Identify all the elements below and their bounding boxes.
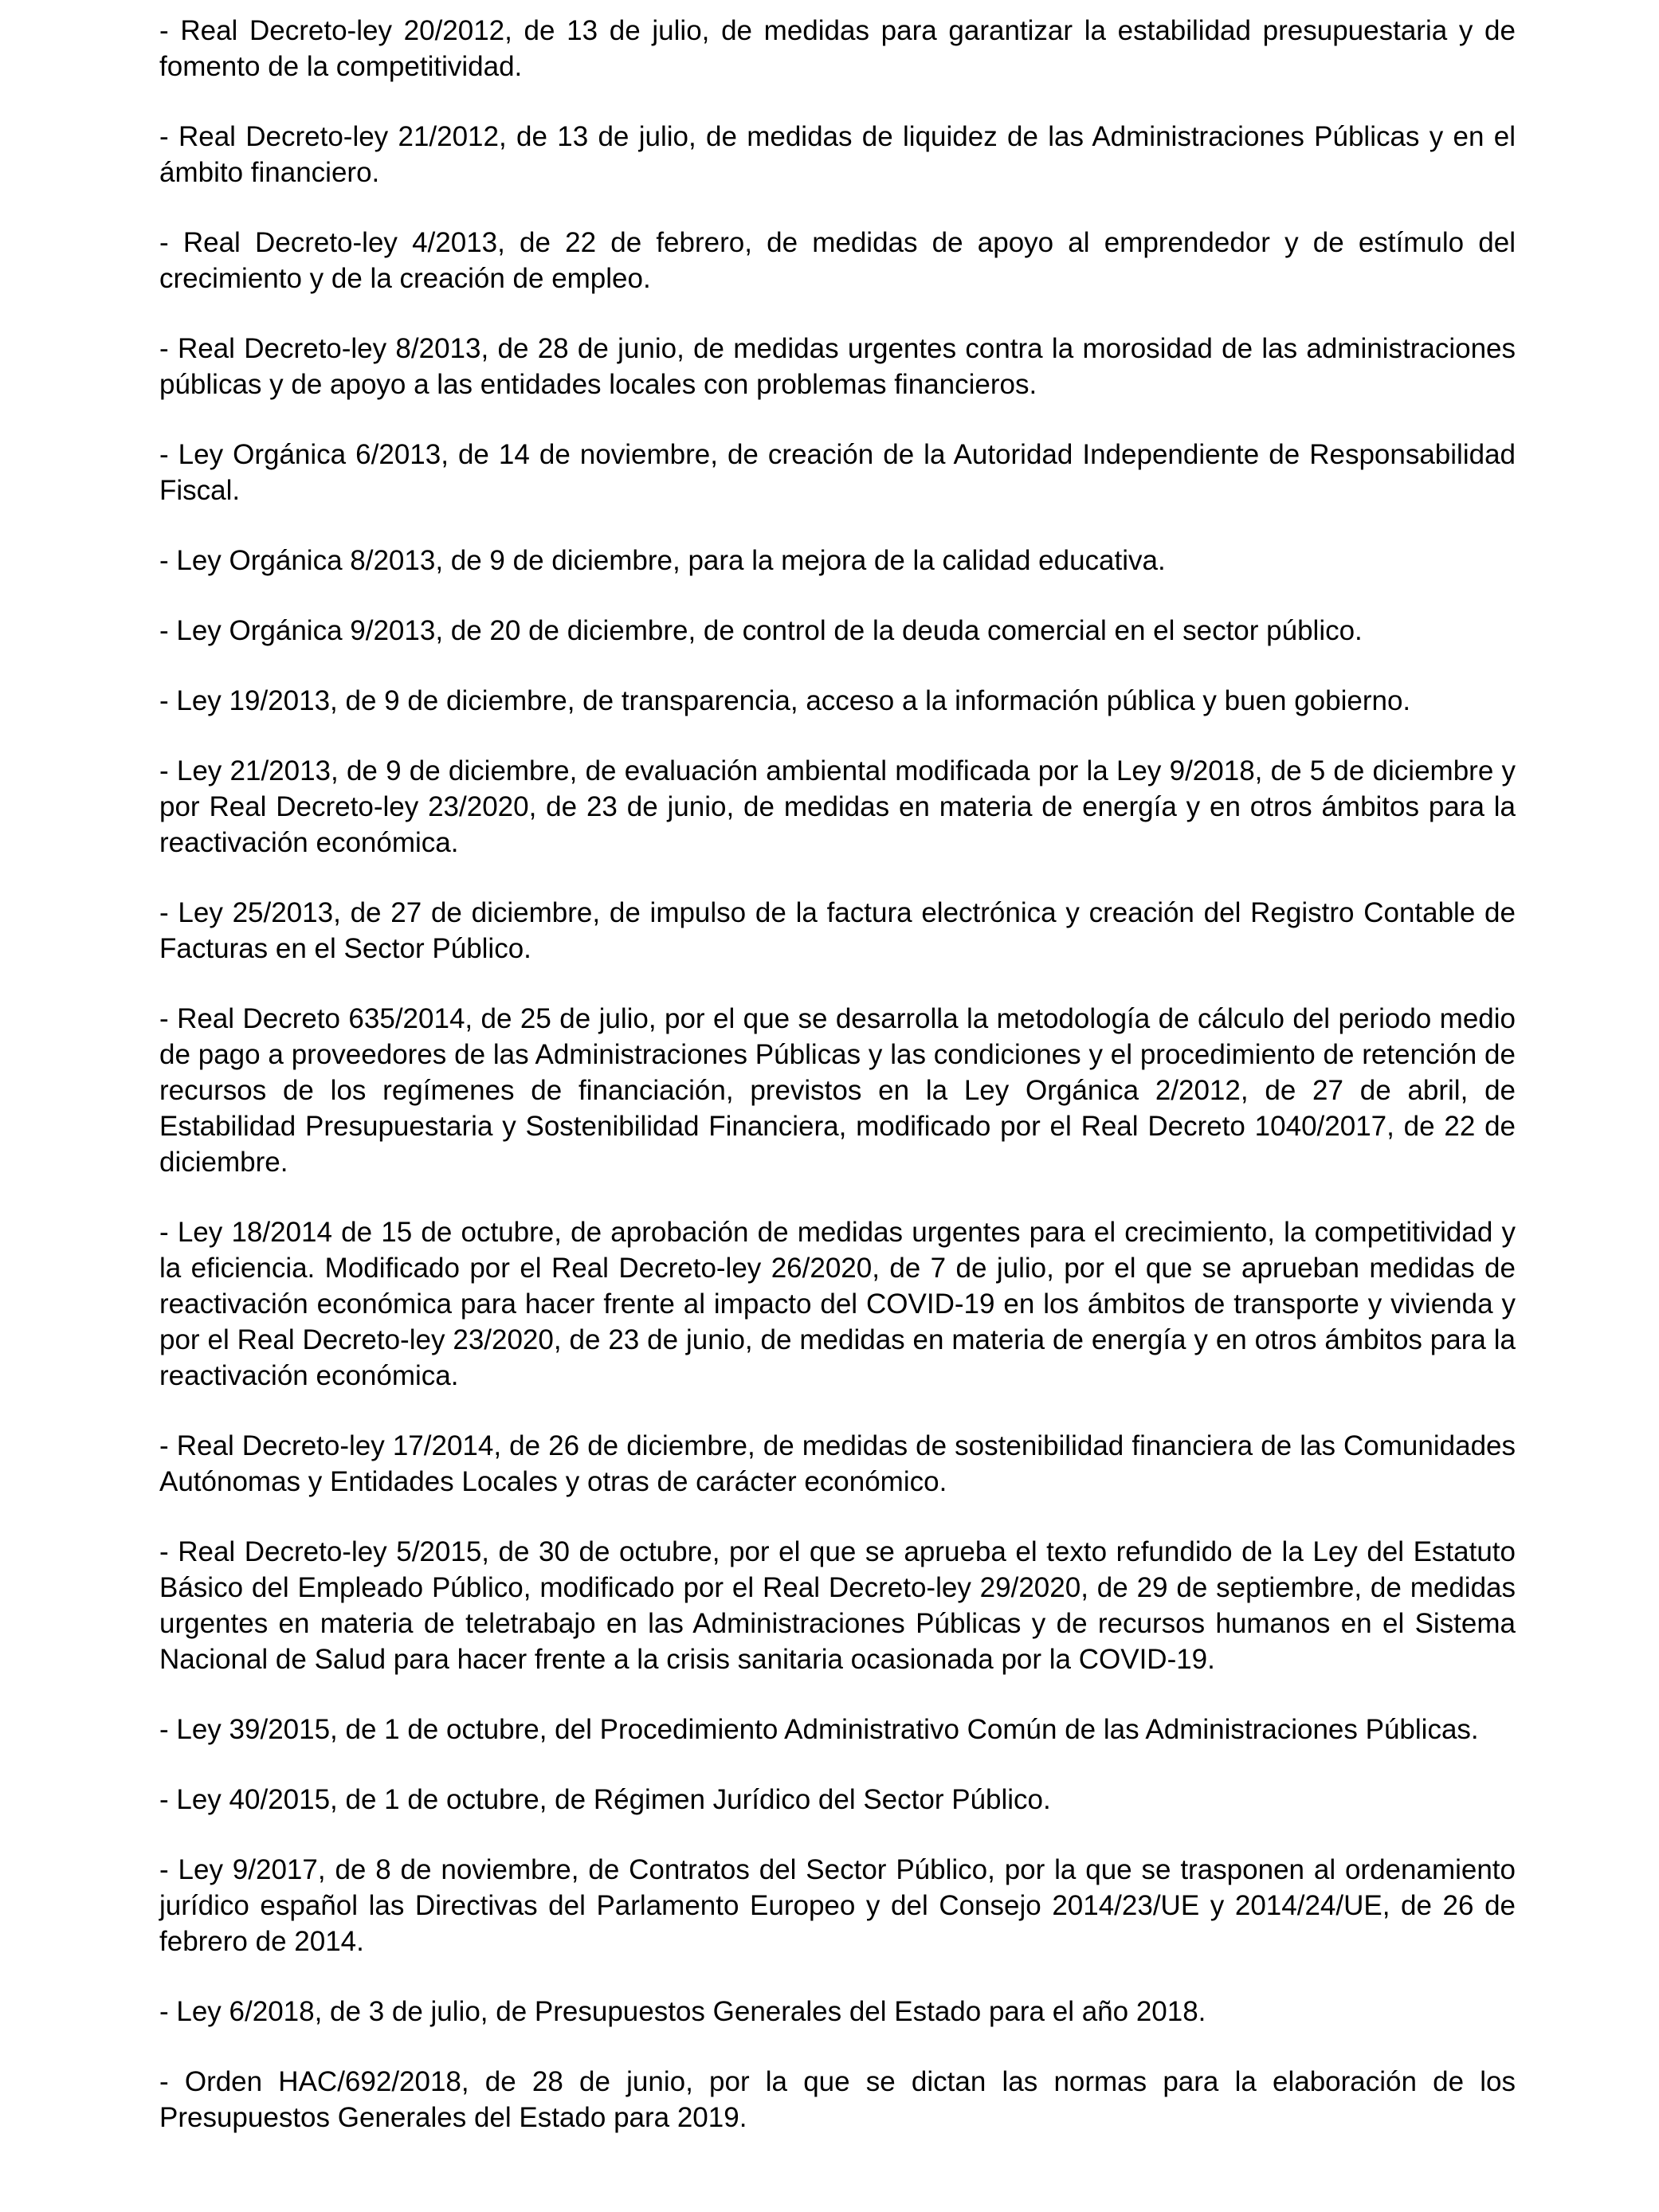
legal-reference-entry: - Real Decreto-ley 8/2013, de 28 de junio, de medidas urgentes contra la morosidad de las administraciones públicas y de apoyo a las entidades locales con problemas financieros. [159,333,1516,400]
legal-reference-entry: - Ley Orgánica 6/2013, de 14 de noviembre, de creación de la Autoridad Independiente de Responsabilidad Fiscal. [159,439,1516,506]
legal-reference-entry: - Real Decreto-ley 4/2013, de 22 de febrero, de medidas de apoyo al emprendedor y de estímulo del crecimiento y de la creación de empleo. [159,227,1516,294]
legal-reference-entry: - Real Decreto-ley 5/2015, de 30 de octubre, por el que se aprueba el texto refundido de la Ley del Estatuto Básico del Empleado Público, modificado por el Real Decreto-ley 29/2020, de 29 de septiembre, de medidas urgentes en materia de teletrabajo en las Administraciones Públicas y de recursos humanos en el Sistema Nacional de Salud para hacer frente a la crisis sanitaria ocasionada por la COVID-19. [159,1536,1516,1675]
legal-reference-entry: - Real Decreto-ley 21/2012, de 13 de julio, de medidas de liquidez de las Administraciones Públicas y en el ámbito financiero. [159,121,1516,188]
legal-reference-entry: - Real Decreto-ley 20/2012, de 13 de julio, de medidas para garantizar la estabilidad presupuestaria y de fomento de la competitividad. [159,15,1516,82]
legal-reference-entry: - Ley 19/2013, de 9 de diciembre, de transparencia, acceso a la información pública y buen gobierno. [159,685,1411,716]
legal-reference-entry: - Orden HAC/692/2018, de 28 de junio, por la que se dictan las normas para la elaboración de los Presupuestos Generales del Estado para 2019. [159,2066,1516,2133]
legal-reference-entry: - Ley 40/2015, de 1 de octubre, de Régimen Jurídico del Sector Público. [159,1784,1051,1815]
legal-reference-entry: - Real Decreto-ley 17/2014, de 26 de diciembre, de medidas de sostenibilidad financiera de las Comunidades Autónomas y Entidades Locales y otras de carácter económico. [159,1430,1516,1497]
legal-reference-entry: - Ley 18/2014 de 15 de octubre, de aprobación de medidas urgentes para el crecimiento, la competitividad y la eficiencia. Modificado por el Real Decreto-ley 26/2020, de 7 de julio, por el que se aprueban medidas de reactivación económica para hacer frente al impacto del COVID-19 en los ámbitos de transporte y vivienda y por el Real Decreto-ley 23/2020, de 23 de junio, de medidas en materia de energía y en otros ámbitos para la reactivación económica. [159,1217,1516,1391]
legal-reference-entry: - Ley 25/2013, de 27 de diciembre, de impulso de la factura electrónica y creación del Registro Contable de Facturas en el Sector Público. [159,897,1516,964]
legal-reference-entry: - Real Decreto 635/2014, de 25 de julio, por el que se desarrolla la metodología de cálculo del periodo medio de pago a proveedores de las Administraciones Públicas y las condiciones y el procedimiento de retención de recursos de los regímenes de financiación, previstos en la Ley Orgánica 2/2012, de 27 de abril, de Estabilidad Presupuestaria y Sostenibilidad Financiera, modificado por el Real Decreto 1040/2017, de 22 de diciembre. [159,1003,1516,1178]
document-page [159,13,1516,2136]
legal-reference-entry: - Ley Orgánica 8/2013, de 9 de diciembre, para la mejora de la calidad educativa. [159,545,1166,576]
legal-reference-entry: - Ley 6/2018, de 3 de julio, de Presupuestos Generales del Estado para el año 2018. [159,1996,1206,2027]
legal-reference-entry: - Ley 39/2015, de 1 de octubre, del Procedimiento Administrativo Común de las Administraciones Públicas. [159,1714,1479,1745]
legal-reference-entry: - Ley 9/2017, de 8 de noviembre, de Contratos del Sector Público, por la que se trasponen al ordenamiento jurídico español las Directivas del Parlamento Europeo y del Consejo 2014/23/UE y 2014/24/UE, de 26 de febrero de 2014. [159,1854,1516,1957]
legal-reference-entry: - Ley Orgánica 9/2013, de 20 de diciembre, de control de la deuda comercial en el sector público. [159,615,1363,646]
legal-reference-entry: - Ley 21/2013, de 9 de diciembre, de evaluación ambiental modificada por la Ley 9/2018, de 5 de diciembre y por Real Decreto-ley 23/2020, de 23 de junio, de medidas en materia de energía y en otros ámbitos para la reactivación económica. [159,755,1516,858]
